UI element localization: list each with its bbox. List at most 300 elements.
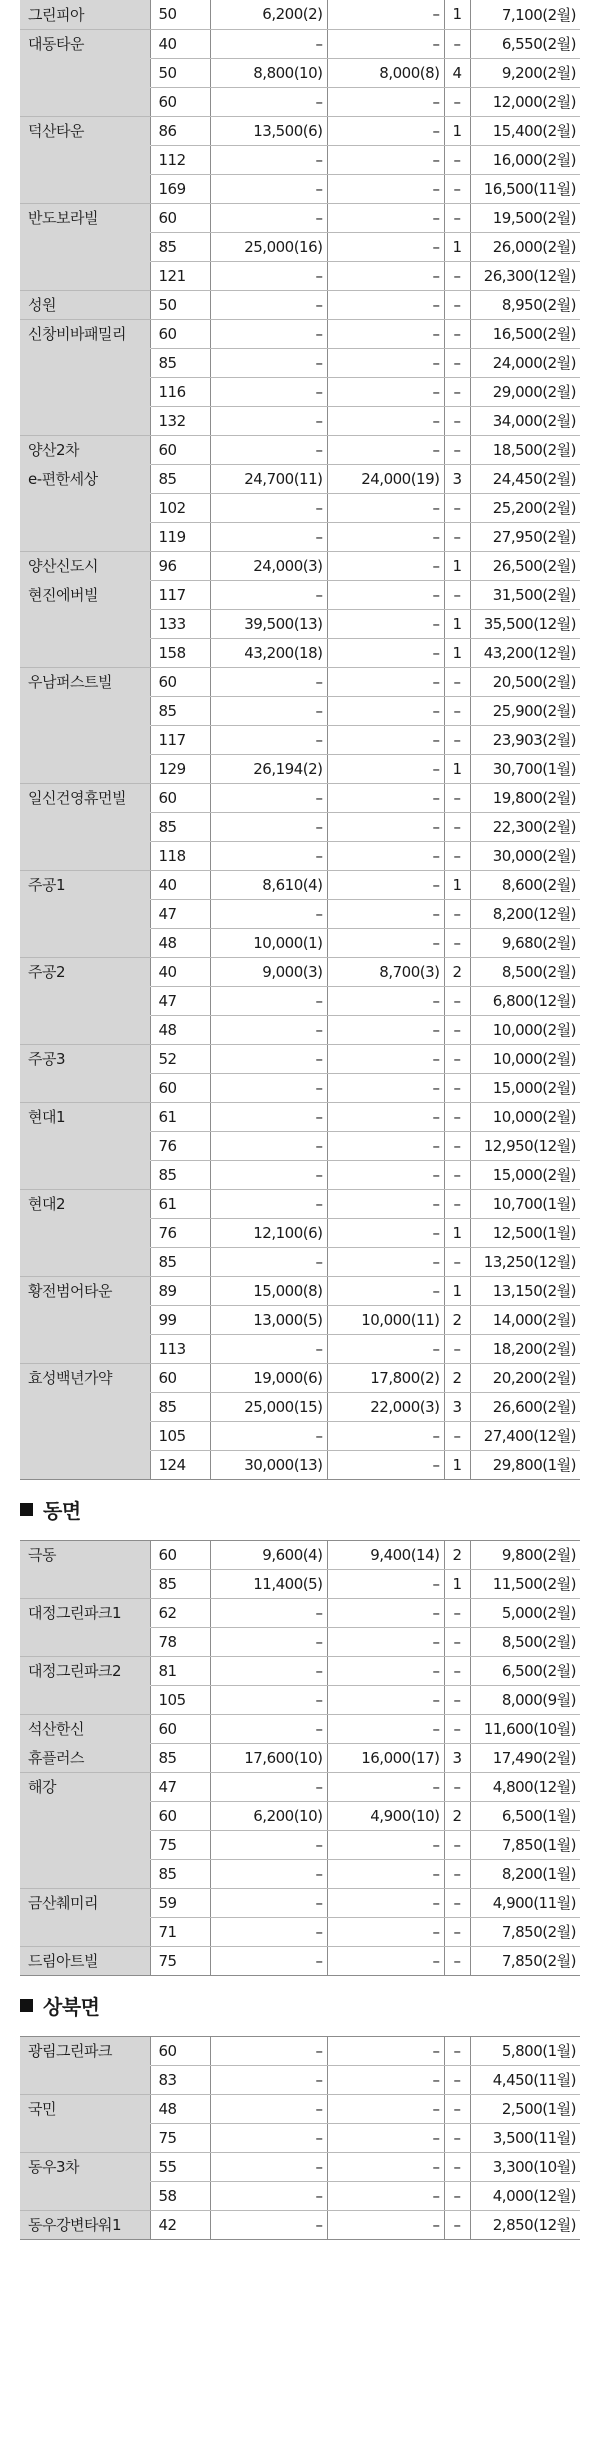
table-row bbox=[20, 29, 580, 58]
deal-price-cell: – bbox=[327, 1569, 444, 1598]
area-cell: 105 bbox=[150, 1421, 210, 1450]
area-cell: 76 bbox=[150, 1218, 210, 1247]
table-row bbox=[20, 870, 580, 899]
complex-name-cell: 대동타운 bbox=[20, 29, 150, 58]
area-cell: 42 bbox=[150, 2210, 210, 2239]
complex-name-cell: 동우3차 bbox=[20, 2152, 150, 2181]
avg-price-cell: 6,550(2월) bbox=[470, 29, 580, 58]
complex-name-cell bbox=[20, 1160, 150, 1189]
table-row bbox=[20, 667, 580, 696]
deal-count-cell: – bbox=[444, 261, 470, 290]
area-cell: 83 bbox=[150, 2065, 210, 2094]
table-row bbox=[20, 1569, 580, 1598]
deal-price-cell: – bbox=[327, 725, 444, 754]
asking-price-cell: 8,800(10) bbox=[210, 58, 327, 87]
avg-price-cell: 19,500(2월) bbox=[470, 203, 580, 232]
area-cell: 85 bbox=[150, 812, 210, 841]
complex-name-cell bbox=[20, 986, 150, 1015]
area-cell: 40 bbox=[150, 870, 210, 899]
deal-price-cell: – bbox=[327, 493, 444, 522]
deal-count-cell: – bbox=[444, 2065, 470, 2094]
avg-price-cell: 7,100(2월) bbox=[470, 0, 580, 29]
area-cell: 60 bbox=[150, 203, 210, 232]
avg-price-cell: 6,500(1월) bbox=[470, 1801, 580, 1830]
asking-price-cell: 43,200(18) bbox=[210, 638, 327, 667]
avg-price-cell: 35,500(12월) bbox=[470, 609, 580, 638]
avg-price-cell: 25,200(2월) bbox=[470, 493, 580, 522]
complex-name-cell bbox=[20, 522, 150, 551]
asking-price-cell: – bbox=[210, 1073, 327, 1102]
table-row bbox=[20, 58, 580, 87]
avg-price-cell: 6,500(2월) bbox=[470, 1656, 580, 1685]
deal-price-cell: – bbox=[327, 638, 444, 667]
table-row bbox=[20, 116, 580, 145]
table-row bbox=[20, 1656, 580, 1685]
avg-price-cell: 5,000(2월) bbox=[470, 1598, 580, 1627]
avg-price-cell: 24,000(2월) bbox=[470, 348, 580, 377]
asking-price-cell: – bbox=[210, 2065, 327, 2094]
avg-price-cell: 27,950(2월) bbox=[470, 522, 580, 551]
complex-name-cell: 현대2 bbox=[20, 1189, 150, 1218]
avg-price-cell: 9,200(2월) bbox=[470, 58, 580, 87]
deal-count-cell: 1 bbox=[444, 754, 470, 783]
avg-price-cell: 17,490(2월) bbox=[470, 1743, 580, 1772]
deal-count-cell: – bbox=[444, 290, 470, 319]
area-cell: 89 bbox=[150, 1276, 210, 1305]
avg-price-cell: 6,800(12월) bbox=[470, 986, 580, 1015]
deal-price-cell: 8,000(8) bbox=[327, 58, 444, 87]
square-bullet-icon bbox=[20, 1503, 33, 1516]
area-cell: 55 bbox=[150, 2152, 210, 2181]
avg-price-cell: 2,850(12월) bbox=[470, 2210, 580, 2239]
table-row bbox=[20, 1917, 580, 1946]
asking-price-cell: – bbox=[210, 2181, 327, 2210]
deal-price-cell: – bbox=[327, 609, 444, 638]
table-row bbox=[20, 1392, 580, 1421]
complex-name-cell bbox=[20, 1859, 150, 1888]
deal-count-cell: – bbox=[444, 174, 470, 203]
asking-price-cell: – bbox=[210, 348, 327, 377]
avg-price-cell: 15,400(2월) bbox=[470, 116, 580, 145]
deal-price-cell: – bbox=[327, 29, 444, 58]
table-row bbox=[20, 551, 580, 580]
deal-price-cell: – bbox=[327, 1627, 444, 1656]
deal-count-cell: – bbox=[444, 1830, 470, 1859]
table-row bbox=[20, 783, 580, 812]
deal-price-cell: – bbox=[327, 2210, 444, 2239]
complex-name-cell: 극동 bbox=[20, 1540, 150, 1569]
deal-price-cell: – bbox=[327, 1421, 444, 1450]
complex-name-cell bbox=[20, 1015, 150, 1044]
avg-price-cell: 14,000(2월) bbox=[470, 1305, 580, 1334]
deal-count-cell: – bbox=[444, 899, 470, 928]
avg-price-cell: 19,800(2월) bbox=[470, 783, 580, 812]
deal-count-cell: – bbox=[444, 29, 470, 58]
price-table bbox=[20, 1540, 580, 1976]
table-row bbox=[20, 1772, 580, 1801]
asking-price-cell: 24,000(3) bbox=[210, 551, 327, 580]
deal-count-cell: 2 bbox=[444, 1540, 470, 1569]
area-cell: 40 bbox=[150, 957, 210, 986]
deal-count-cell: – bbox=[444, 348, 470, 377]
asking-price-cell: – bbox=[210, 174, 327, 203]
area-cell: 60 bbox=[150, 667, 210, 696]
avg-price-cell: 8,950(2월) bbox=[470, 290, 580, 319]
table-row bbox=[20, 145, 580, 174]
area-cell: 85 bbox=[150, 1859, 210, 1888]
table-row bbox=[20, 290, 580, 319]
table-row bbox=[20, 377, 580, 406]
asking-price-cell: – bbox=[210, 522, 327, 551]
deal-price-cell: – bbox=[327, 290, 444, 319]
complex-name-cell: e-편한세상 bbox=[20, 464, 150, 493]
asking-price-cell: – bbox=[210, 145, 327, 174]
asking-price-cell: – bbox=[210, 2036, 327, 2065]
table-row bbox=[20, 957, 580, 986]
table-row bbox=[20, 1218, 580, 1247]
asking-price-cell: – bbox=[210, 1044, 327, 1073]
area-cell: 60 bbox=[150, 783, 210, 812]
deal-price-cell: – bbox=[327, 783, 444, 812]
deal-count-cell: – bbox=[444, 377, 470, 406]
deal-price-cell: – bbox=[327, 2094, 444, 2123]
area-cell: 50 bbox=[150, 0, 210, 29]
deal-count-cell: – bbox=[444, 928, 470, 957]
deal-price-cell: – bbox=[327, 319, 444, 348]
complex-name-cell: 우남퍼스트빌 bbox=[20, 667, 150, 696]
table-row bbox=[20, 1073, 580, 1102]
area-cell: 158 bbox=[150, 638, 210, 667]
area-cell: 59 bbox=[150, 1888, 210, 1917]
deal-price-cell: – bbox=[327, 522, 444, 551]
complex-name-cell: 현대1 bbox=[20, 1102, 150, 1131]
asking-price-cell: – bbox=[210, 986, 327, 1015]
area-cell: 58 bbox=[150, 2181, 210, 2210]
deal-price-cell: – bbox=[327, 580, 444, 609]
asking-price-cell: – bbox=[210, 783, 327, 812]
avg-price-cell: 30,700(1월) bbox=[470, 754, 580, 783]
area-cell: 99 bbox=[150, 1305, 210, 1334]
deal-price-cell: – bbox=[327, 2036, 444, 2065]
table-row bbox=[20, 1743, 580, 1772]
deal-price-cell: 10,000(11) bbox=[327, 1305, 444, 1334]
complex-name-cell bbox=[20, 899, 150, 928]
deal-count-cell: – bbox=[444, 2094, 470, 2123]
asking-price-cell: – bbox=[210, 1946, 327, 1975]
complex-name-cell: 황전범어타운 bbox=[20, 1276, 150, 1305]
avg-price-cell: 18,500(2월) bbox=[470, 435, 580, 464]
area-cell: 117 bbox=[150, 725, 210, 754]
table-row bbox=[20, 2094, 580, 2123]
complex-name-cell: 주공1 bbox=[20, 870, 150, 899]
area-cell: 47 bbox=[150, 899, 210, 928]
asking-price-cell: 13,000(5) bbox=[210, 1305, 327, 1334]
deal-count-cell: – bbox=[444, 145, 470, 174]
area-cell: 61 bbox=[150, 1102, 210, 1131]
asking-price-cell: 17,600(10) bbox=[210, 1743, 327, 1772]
avg-price-cell: 12,000(2월) bbox=[470, 87, 580, 116]
deal-count-cell: 3 bbox=[444, 1392, 470, 1421]
deal-price-cell: – bbox=[327, 928, 444, 957]
asking-price-cell: – bbox=[210, 1334, 327, 1363]
section-title: 상북면 bbox=[43, 1995, 100, 2019]
deal-price-cell: – bbox=[327, 203, 444, 232]
area-cell: 60 bbox=[150, 2036, 210, 2065]
asking-price-cell: – bbox=[210, 1888, 327, 1917]
avg-price-cell: 22,300(2월) bbox=[470, 812, 580, 841]
asking-price-cell: – bbox=[210, 2210, 327, 2239]
avg-price-cell: 8,200(12월) bbox=[470, 899, 580, 928]
area-cell: 47 bbox=[150, 1772, 210, 1801]
area-cell: 113 bbox=[150, 1334, 210, 1363]
deal-price-cell: – bbox=[327, 1189, 444, 1218]
table-row bbox=[20, 203, 580, 232]
asking-price-cell: 15,000(8) bbox=[210, 1276, 327, 1305]
deal-count-cell: – bbox=[444, 841, 470, 870]
table-row bbox=[20, 1131, 580, 1160]
deal-price-cell: – bbox=[327, 116, 444, 145]
area-cell: 48 bbox=[150, 928, 210, 957]
complex-name-cell bbox=[20, 1334, 150, 1363]
deal-price-cell: – bbox=[327, 232, 444, 261]
area-cell: 169 bbox=[150, 174, 210, 203]
deal-count-cell: 1 bbox=[444, 551, 470, 580]
complex-name-cell bbox=[20, 1073, 150, 1102]
avg-price-cell: 4,000(12월) bbox=[470, 2181, 580, 2210]
deal-price-cell: – bbox=[327, 696, 444, 725]
complex-name-cell bbox=[20, 696, 150, 725]
area-cell: 86 bbox=[150, 116, 210, 145]
table-row bbox=[20, 2152, 580, 2181]
deal-price-cell: – bbox=[327, 1015, 444, 1044]
table-row bbox=[20, 435, 580, 464]
area-cell: 60 bbox=[150, 1801, 210, 1830]
deal-count-cell: – bbox=[444, 1859, 470, 1888]
asking-price-cell: – bbox=[210, 899, 327, 928]
asking-price-cell: – bbox=[210, 1859, 327, 1888]
price-document bbox=[20, 0, 580, 2240]
deal-price-cell: – bbox=[327, 1830, 444, 1859]
deal-price-cell: – bbox=[327, 1131, 444, 1160]
section-title: 동면 bbox=[43, 1499, 81, 1523]
avg-price-cell: 26,600(2월) bbox=[470, 1392, 580, 1421]
area-cell: 75 bbox=[150, 1946, 210, 1975]
asking-price-cell: – bbox=[210, 1714, 327, 1743]
deal-price-cell: – bbox=[327, 1714, 444, 1743]
area-cell: 105 bbox=[150, 1685, 210, 1714]
avg-price-cell: 16,000(2월) bbox=[470, 145, 580, 174]
avg-price-cell: 8,600(2월) bbox=[470, 870, 580, 899]
deal-count-cell: – bbox=[444, 493, 470, 522]
avg-price-cell: 10,000(2월) bbox=[470, 1044, 580, 1073]
complex-name-cell bbox=[20, 638, 150, 667]
deal-price-cell: – bbox=[327, 986, 444, 1015]
area-cell: 119 bbox=[150, 522, 210, 551]
complex-name-cell bbox=[20, 1569, 150, 1598]
asking-price-cell: – bbox=[210, 406, 327, 435]
deal-price-cell: – bbox=[327, 261, 444, 290]
table-row bbox=[20, 2210, 580, 2239]
area-cell: 112 bbox=[150, 145, 210, 174]
complex-name-cell bbox=[20, 493, 150, 522]
table-row bbox=[20, 1044, 580, 1073]
avg-price-cell: 11,600(10월) bbox=[470, 1714, 580, 1743]
square-bullet-icon bbox=[20, 1999, 33, 2012]
deal-price-cell: – bbox=[327, 2152, 444, 2181]
table-row bbox=[20, 232, 580, 261]
avg-price-cell: 10,000(2월) bbox=[470, 1015, 580, 1044]
complex-name-cell bbox=[20, 377, 150, 406]
table-row bbox=[20, 2036, 580, 2065]
area-cell: 85 bbox=[150, 1247, 210, 1276]
complex-name-cell: 광림그린파크 bbox=[20, 2036, 150, 2065]
table-row bbox=[20, 348, 580, 377]
avg-price-cell: 30,000(2월) bbox=[470, 841, 580, 870]
deal-count-cell: – bbox=[444, 1627, 470, 1656]
deal-count-cell: 1 bbox=[444, 1450, 470, 1479]
table-row bbox=[20, 609, 580, 638]
table-row bbox=[20, 1334, 580, 1363]
complex-name-cell bbox=[20, 261, 150, 290]
deal-price-cell: – bbox=[327, 1044, 444, 1073]
deal-price-cell: – bbox=[327, 1656, 444, 1685]
asking-price-cell: – bbox=[210, 29, 327, 58]
complex-name-cell bbox=[20, 2123, 150, 2152]
avg-price-cell: 8,000(9월) bbox=[470, 1685, 580, 1714]
complex-name-cell: 휴플러스 bbox=[20, 1743, 150, 1772]
table-row bbox=[20, 1946, 580, 1975]
deal-price-cell: – bbox=[327, 2181, 444, 2210]
table-row bbox=[20, 493, 580, 522]
asking-price-cell: – bbox=[210, 1656, 327, 1685]
area-cell: 48 bbox=[150, 2094, 210, 2123]
avg-price-cell: 16,500(11월) bbox=[470, 174, 580, 203]
deal-count-cell: – bbox=[444, 1102, 470, 1131]
deal-count-cell: 2 bbox=[444, 1801, 470, 1830]
asking-price-cell: – bbox=[210, 1160, 327, 1189]
deal-count-cell: – bbox=[444, 1598, 470, 1627]
area-cell: 47 bbox=[150, 986, 210, 1015]
table-row bbox=[20, 841, 580, 870]
asking-price-cell: – bbox=[210, 1131, 327, 1160]
complex-name-cell bbox=[20, 928, 150, 957]
asking-price-cell: – bbox=[210, 319, 327, 348]
deal-count-cell: 1 bbox=[444, 609, 470, 638]
asking-price-cell: – bbox=[210, 580, 327, 609]
area-cell: 50 bbox=[150, 58, 210, 87]
complex-name-cell bbox=[20, 812, 150, 841]
table-row bbox=[20, 0, 580, 29]
asking-price-cell: 39,500(13) bbox=[210, 609, 327, 638]
complex-name-cell: 양산2차 bbox=[20, 435, 150, 464]
avg-price-cell: 12,950(12월) bbox=[470, 1131, 580, 1160]
deal-count-cell: – bbox=[444, 2210, 470, 2239]
asking-price-cell: – bbox=[210, 2094, 327, 2123]
deal-price-cell: – bbox=[327, 551, 444, 580]
deal-price-cell: 17,800(2) bbox=[327, 1363, 444, 1392]
section-heading bbox=[20, 1976, 580, 2036]
deal-price-cell: – bbox=[327, 1073, 444, 1102]
deal-count-cell: – bbox=[444, 1772, 470, 1801]
complex-name-cell: 대정그린파크1 bbox=[20, 1598, 150, 1627]
deal-count-cell: – bbox=[444, 2123, 470, 2152]
deal-count-cell: – bbox=[444, 522, 470, 551]
deal-count-cell: – bbox=[444, 1131, 470, 1160]
area-cell: 78 bbox=[150, 1627, 210, 1656]
avg-price-cell: 9,800(2월) bbox=[470, 1540, 580, 1569]
complex-name-cell bbox=[20, 406, 150, 435]
avg-price-cell: 31,500(2월) bbox=[470, 580, 580, 609]
asking-price-cell: 10,000(1) bbox=[210, 928, 327, 957]
deal-count-cell: 1 bbox=[444, 116, 470, 145]
deal-count-cell: – bbox=[444, 87, 470, 116]
deal-price-cell: – bbox=[327, 2123, 444, 2152]
area-cell: 85 bbox=[150, 464, 210, 493]
deal-price-cell: – bbox=[327, 406, 444, 435]
complex-name-cell: 석산한신 bbox=[20, 1714, 150, 1743]
deal-count-cell: 1 bbox=[444, 638, 470, 667]
complex-name-cell bbox=[20, 1392, 150, 1421]
complex-name-cell: 드림아트빌 bbox=[20, 1946, 150, 1975]
avg-price-cell: 27,400(12월) bbox=[470, 1421, 580, 1450]
table-row bbox=[20, 522, 580, 551]
deal-count-cell: – bbox=[444, 1421, 470, 1450]
asking-price-cell: – bbox=[210, 1685, 327, 1714]
complex-name-cell bbox=[20, 1305, 150, 1334]
deal-count-cell: – bbox=[444, 725, 470, 754]
complex-name-cell bbox=[20, 174, 150, 203]
table-row bbox=[20, 1015, 580, 1044]
deal-price-cell: – bbox=[327, 377, 444, 406]
deal-count-cell: – bbox=[444, 696, 470, 725]
deal-count-cell: – bbox=[444, 986, 470, 1015]
avg-price-cell: 26,000(2월) bbox=[470, 232, 580, 261]
table-row bbox=[20, 725, 580, 754]
table-row bbox=[20, 1598, 580, 1627]
deal-count-cell: – bbox=[444, 1656, 470, 1685]
deal-count-cell: – bbox=[444, 580, 470, 609]
avg-price-cell: 26,300(12월) bbox=[470, 261, 580, 290]
table-row bbox=[20, 1627, 580, 1656]
complex-name-cell: 대정그린파크2 bbox=[20, 1656, 150, 1685]
avg-price-cell: 20,200(2월) bbox=[470, 1363, 580, 1392]
complex-name-cell bbox=[20, 232, 150, 261]
avg-price-cell: 20,500(2월) bbox=[470, 667, 580, 696]
deal-count-cell: – bbox=[444, 1073, 470, 1102]
deal-price-cell: 9,400(14) bbox=[327, 1540, 444, 1569]
table-row bbox=[20, 174, 580, 203]
deal-price-cell: 8,700(3) bbox=[327, 957, 444, 986]
complex-name-cell bbox=[20, 609, 150, 638]
table-row bbox=[20, 261, 580, 290]
asking-price-cell: – bbox=[210, 1247, 327, 1276]
deal-price-cell: – bbox=[327, 1859, 444, 1888]
complex-name-cell: 국민 bbox=[20, 2094, 150, 2123]
deal-count-cell: – bbox=[444, 319, 470, 348]
complex-name-cell: 주공2 bbox=[20, 957, 150, 986]
deal-price-cell: – bbox=[327, 870, 444, 899]
asking-price-cell: – bbox=[210, 1598, 327, 1627]
avg-price-cell: 25,900(2월) bbox=[470, 696, 580, 725]
avg-price-cell: 23,903(2월) bbox=[470, 725, 580, 754]
asking-price-cell: – bbox=[210, 203, 327, 232]
deal-count-cell: – bbox=[444, 667, 470, 696]
table-row bbox=[20, 696, 580, 725]
deal-count-cell: – bbox=[444, 1247, 470, 1276]
deal-count-cell: – bbox=[444, 203, 470, 232]
deal-count-cell: – bbox=[444, 406, 470, 435]
area-cell: 60 bbox=[150, 87, 210, 116]
